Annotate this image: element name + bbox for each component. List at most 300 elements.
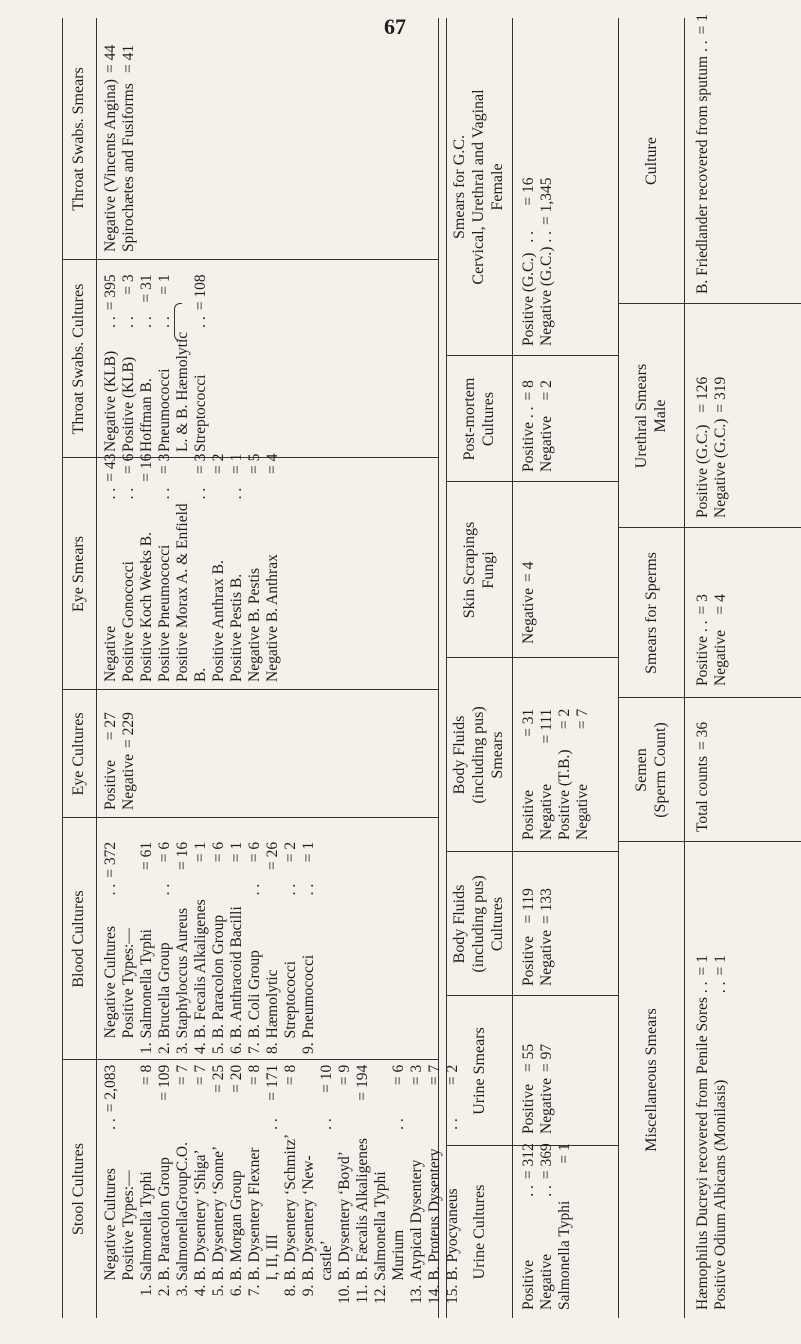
cell-dots: . . xyxy=(520,230,537,243)
cell-dots: . . xyxy=(282,883,299,896)
cell-label: B. Dysentery ‘New- xyxy=(300,1155,317,1281)
cell-label: B. Dysentery Flexner xyxy=(246,1147,263,1281)
cell-dots xyxy=(138,884,156,900)
table-row xyxy=(156,1065,174,1304)
cell-value: = 1 xyxy=(556,1143,573,1164)
cell-value: = 3 xyxy=(192,453,209,474)
table-row xyxy=(712,594,730,686)
cell-value xyxy=(174,454,192,488)
table-row xyxy=(538,888,556,986)
cell-dots xyxy=(282,1118,300,1134)
cell-label: Negative Cultures xyxy=(102,1168,119,1281)
cell-n: 10. xyxy=(336,1284,353,1304)
cell-label: B. Morgan Group xyxy=(228,1170,245,1281)
table-row xyxy=(210,1065,228,1304)
cell-label: Positive xyxy=(520,1260,537,1310)
cell-label: Negative xyxy=(538,930,555,986)
cell-n: 12. xyxy=(372,1284,389,1304)
cell-dots xyxy=(192,884,210,900)
cell-value: = 1,345 xyxy=(538,177,555,225)
table-row xyxy=(712,955,730,1310)
cell-value: = 20 xyxy=(228,1064,245,1093)
cell-label: Atypical Dysentery xyxy=(408,1159,425,1281)
cell-label: Hæmolytic xyxy=(264,969,281,1039)
urethral-smears-header xyxy=(632,304,670,528)
cell-value: = 6 xyxy=(120,453,137,474)
table-row xyxy=(138,274,156,452)
body-fluids-smears-table xyxy=(520,709,592,840)
cell-value: = 6 xyxy=(390,1064,407,1086)
culture-table xyxy=(694,14,712,294)
table-row xyxy=(520,177,538,346)
cell-n: 1. xyxy=(138,1284,155,1297)
cell-dots: . . xyxy=(156,316,173,328)
table-row xyxy=(264,842,282,1054)
cell-dots: . . xyxy=(102,487,119,500)
table-row xyxy=(102,45,120,252)
cell-value: = 6 xyxy=(156,841,173,863)
table-row xyxy=(228,842,246,1054)
cell-dots xyxy=(228,1118,246,1134)
cell-dots: . . xyxy=(300,883,317,896)
table-row xyxy=(174,1065,192,1304)
cell-label: Positive Morax A. & Enfield xyxy=(174,503,191,682)
cell-dots: . . xyxy=(264,1118,281,1130)
cell-n: 9. xyxy=(300,1284,317,1297)
table-row xyxy=(102,1065,120,1304)
cell-label: B. Dysentery ‘Boyd’ xyxy=(336,1151,353,1281)
throat-cultures-rows xyxy=(102,274,210,452)
cell-label: Negative xyxy=(102,626,119,682)
table-row xyxy=(426,1065,444,1304)
cell-value: = 1 xyxy=(156,274,173,295)
cell-value: = 16 xyxy=(520,177,537,206)
cell-label: Negative xyxy=(538,1254,555,1310)
cell-label: Negative xyxy=(712,630,729,686)
table-row xyxy=(102,842,120,1054)
stool-cultures-rows xyxy=(102,1065,462,1304)
cell-dots: . . xyxy=(156,487,173,500)
cell-n: 8. xyxy=(282,1284,299,1297)
cell-dots xyxy=(120,884,138,900)
cell-label: Salmonella Typhi xyxy=(138,1171,155,1281)
cell-value: = 119 xyxy=(520,888,537,924)
cell-value: = 2 xyxy=(282,841,299,863)
cell-n: 7. xyxy=(246,1284,263,1297)
cell-label: B. Paracolon Group xyxy=(156,1157,173,1281)
table-row xyxy=(174,454,192,682)
smears-sperms-table xyxy=(694,594,730,686)
table-row xyxy=(694,722,712,832)
cell-value: = 171 xyxy=(264,1064,281,1101)
table-row xyxy=(574,709,592,840)
cell-label: Hoffman B. xyxy=(138,378,155,452)
cell-value: = 369 xyxy=(538,1143,555,1180)
table-row xyxy=(520,888,538,986)
cell-label: Streptococci xyxy=(282,960,299,1039)
cell-n: 5. xyxy=(210,1284,227,1297)
cell-value xyxy=(372,1065,390,1119)
table-row xyxy=(390,1065,408,1304)
cell-value: = 194 xyxy=(354,1064,371,1101)
cell-value: = 31 xyxy=(520,708,537,737)
cell-label: Negative B. Anthrax xyxy=(264,554,281,682)
cell-dots xyxy=(264,488,282,504)
table-row xyxy=(408,1065,426,1304)
cell-label: SalmonellaGroupC.O. xyxy=(174,1142,191,1281)
cell-value: = 41 xyxy=(120,44,137,74)
eye-smears-header: Eye Smears xyxy=(70,536,87,612)
cell-dots: . . xyxy=(520,1185,537,1197)
cell-label: B. Proteus Dysentery xyxy=(426,1148,443,1281)
table-row xyxy=(264,1065,282,1304)
header-line: Smears xyxy=(489,731,506,779)
cell-label: Positive xyxy=(520,936,537,986)
cell-value: = 10 xyxy=(318,1064,335,1093)
cell-label: B. Dysentery ‘Schmitz’ xyxy=(282,1133,299,1281)
cell-value: = 16 xyxy=(174,841,191,870)
table-row xyxy=(138,842,156,1054)
cell-value: = 1 xyxy=(694,955,711,976)
page-number: 67 xyxy=(384,14,406,39)
table-row xyxy=(694,594,712,686)
table-row xyxy=(156,274,174,452)
cell-value: = 25 xyxy=(210,1064,227,1093)
cell-value: = 229 xyxy=(120,712,137,749)
table-row xyxy=(156,454,174,682)
table-row xyxy=(694,377,712,518)
cell-value: = 2,083 xyxy=(102,1064,119,1113)
cell-dots: . . xyxy=(192,487,209,500)
table-row xyxy=(192,454,210,682)
blood-cultures-table xyxy=(102,842,318,1054)
cell-dots xyxy=(192,1118,210,1134)
cell-dots xyxy=(174,1118,192,1134)
table-row xyxy=(538,1143,556,1310)
cell-dots: . . xyxy=(246,883,263,896)
table-row xyxy=(246,454,264,682)
header-line: Skin Scrapings xyxy=(461,521,478,619)
cell-label: Positive Gonococci xyxy=(120,561,137,682)
cell-value: = 2 xyxy=(556,708,573,730)
cell-dots xyxy=(156,1118,174,1134)
table-row xyxy=(538,380,556,472)
header-line: Smears for G.C. xyxy=(451,135,468,239)
panel-top-rule xyxy=(62,18,63,1318)
cell-value: = 2 xyxy=(210,453,227,474)
cell-label: Positive Anthrax B. xyxy=(210,560,227,682)
cell-label: Positive (T.B.) xyxy=(556,749,573,840)
eye-cultures-header: Eye Cultures xyxy=(70,712,87,796)
table-row xyxy=(228,454,246,682)
cell-label: Negative xyxy=(538,784,555,840)
cell-value: = 2 xyxy=(538,380,555,401)
cell-dots xyxy=(372,1118,390,1134)
cell-label: Positive Odium Albicans (Monilasis) xyxy=(712,1079,729,1310)
right-panel xyxy=(446,13,801,1318)
cell-n: 7. xyxy=(246,1042,263,1054)
table-row xyxy=(318,1065,336,1304)
cell-n xyxy=(102,1038,120,1054)
cell-label: B. Fæcalis Alkaligenes xyxy=(354,1138,371,1281)
cell-label: Staphyloccus Aureus xyxy=(174,907,191,1039)
throat-smears-header: Throat Swabs. Smears xyxy=(70,67,87,211)
table-row xyxy=(694,955,712,1310)
cell-value: = 111 xyxy=(538,708,555,744)
cell-label: Negative Cultures xyxy=(102,926,119,1039)
table-row xyxy=(102,274,120,452)
urine-cultures-table xyxy=(520,1143,574,1310)
cell-n xyxy=(264,1281,282,1304)
cell-value: = 8 xyxy=(520,380,537,401)
cell-n: 2. xyxy=(156,1042,173,1054)
cell-value: = 43 xyxy=(102,453,119,482)
header-line: Semen xyxy=(633,748,650,792)
cell-dots xyxy=(138,488,156,504)
cell-dots: . . xyxy=(102,1118,119,1130)
cell-value: = 16 xyxy=(138,453,155,482)
cell-label: B. Friedlander recovered from sputum xyxy=(694,55,711,294)
cell-value: = 61 xyxy=(138,841,155,870)
cell-label: B. Dysentery ‘Sonne’ xyxy=(210,1145,227,1281)
table-row xyxy=(228,1065,246,1304)
cell-dots xyxy=(174,884,192,900)
cell-dots xyxy=(426,1118,444,1134)
cell-label: Negative (Vincents Angina) xyxy=(102,79,119,252)
header-line: (including pus) xyxy=(470,875,487,973)
cell-value: = 7 xyxy=(192,1064,209,1086)
cell-dots: . . xyxy=(120,316,137,328)
cell-dots xyxy=(210,488,228,504)
cell-label: Positive (KLB) xyxy=(120,356,137,452)
cell-value: = 8 xyxy=(246,1064,263,1086)
cell-label: Negative (KLB) xyxy=(102,350,119,452)
cell-value: = 1 xyxy=(228,841,245,863)
cell-label: Negative xyxy=(120,754,137,810)
header-line: (Sperm Count) xyxy=(652,722,669,818)
cell-value: = 9 xyxy=(336,1064,353,1086)
cell-label: B. Anthracoid Bacilli xyxy=(228,906,245,1039)
table-row xyxy=(538,177,556,346)
table-row xyxy=(120,274,138,452)
cell-n: 11. xyxy=(354,1284,371,1304)
cell-label: Positive (G.C.) xyxy=(520,252,537,346)
cell-value: = 133 xyxy=(538,888,555,925)
cell-dots: . . xyxy=(102,316,119,328)
cell-value: = 319 xyxy=(712,376,729,413)
eye-smears-rows xyxy=(102,454,282,682)
cell-value: = 7 xyxy=(174,1064,191,1086)
table-row xyxy=(300,842,318,1054)
body-fluids-cultures-table xyxy=(520,888,556,986)
smears-sperms-header: Smears for Sperms xyxy=(643,552,660,674)
cell-value: = 7 xyxy=(574,708,591,730)
table-row xyxy=(264,454,282,682)
table-row xyxy=(102,712,120,810)
cell-dots: . . xyxy=(538,1185,555,1197)
skin-scrapings-header xyxy=(460,482,498,658)
cell-label: Hæmophilus Ducreyi recovered from Penile Sores xyxy=(694,997,711,1310)
throat-smears-table xyxy=(102,45,138,252)
cell-value: = 4 xyxy=(264,453,281,474)
cell-dots: . . xyxy=(390,1118,407,1130)
table-row xyxy=(246,1065,264,1304)
cell-dots xyxy=(556,1185,574,1201)
cell-label: Pneumococci xyxy=(156,368,173,452)
cell-label: Positive Types:— xyxy=(120,928,137,1039)
cell-n: 4. xyxy=(192,1042,209,1054)
cell-dots: . . xyxy=(120,487,137,500)
table-row xyxy=(538,1044,556,1134)
stool-cultures-table xyxy=(102,1065,462,1304)
table-row xyxy=(520,1143,538,1310)
cell-value xyxy=(120,842,138,884)
cell-value: = 55 xyxy=(520,1043,537,1073)
header-line: Body Fluids xyxy=(451,715,468,795)
cell-n xyxy=(282,1038,300,1054)
table-row xyxy=(282,842,300,1054)
cell-label: Positive Types:— xyxy=(120,1170,137,1281)
cell-n: 6. xyxy=(228,1284,245,1297)
cell-label: Negative xyxy=(520,588,537,644)
table-row xyxy=(336,1065,354,1304)
urine-smears-table xyxy=(520,1044,556,1134)
cell-dots: . . xyxy=(318,1118,335,1130)
cell-value: = 1 xyxy=(300,841,317,863)
cell-label: Negative (G.C.) xyxy=(538,246,555,346)
throat-cultures-table xyxy=(102,274,210,452)
table-row xyxy=(282,1065,300,1304)
post-mortem-table xyxy=(520,380,556,472)
cell-value: = 2 xyxy=(444,1064,461,1086)
eye-cultures-rows xyxy=(102,712,138,810)
table-row xyxy=(556,709,574,840)
cell-n: 2. xyxy=(156,1284,173,1297)
urethral-smears-table xyxy=(694,377,730,518)
stool-cultures-header: Stool Cultures xyxy=(70,1143,87,1236)
cell-value: = 6 xyxy=(210,841,227,863)
cell-n xyxy=(120,1281,138,1304)
cell-value: = 1 xyxy=(192,841,209,863)
header-line: Cultures xyxy=(480,391,497,447)
table-row xyxy=(156,842,174,1054)
cell-value: = 3 xyxy=(120,274,137,295)
urine-cultures-header: Urine Cultures xyxy=(471,1184,488,1280)
cell-label: Negative (G.C.) xyxy=(712,418,729,518)
header-line: Fungi xyxy=(480,551,497,589)
cell-dots: . . xyxy=(712,981,729,994)
cell-label: L. & B. Hæmolytic xyxy=(174,331,191,452)
table-row xyxy=(246,842,264,1054)
table-row xyxy=(120,45,138,252)
table-row xyxy=(694,14,712,294)
cell-label: Murium xyxy=(390,1229,407,1281)
right-middle-rule xyxy=(618,18,619,1318)
cell-label: Streptococci xyxy=(192,374,209,452)
cell-label: Salmonella Typhi xyxy=(556,1200,573,1310)
cell-n: 13. xyxy=(408,1284,425,1304)
cell-value xyxy=(120,1065,138,1119)
cell-value: = 3 xyxy=(156,453,173,474)
table-row xyxy=(192,1065,210,1304)
table-row xyxy=(372,1065,390,1304)
cell-dots xyxy=(354,1118,372,1134)
cell-n: 1. xyxy=(138,1042,155,1054)
cell-dots xyxy=(138,1118,156,1134)
cell-label: Negative xyxy=(574,784,591,840)
cell-value: = 97 xyxy=(538,1043,555,1073)
table-row xyxy=(102,454,120,682)
table-row xyxy=(192,274,210,452)
cell-label: I, II, III xyxy=(264,1234,281,1281)
header-rule xyxy=(96,18,97,1318)
post-mortem-header xyxy=(460,356,498,482)
cell-dots: . . xyxy=(156,883,173,896)
cell-label: Negative B. Pestis xyxy=(246,567,263,682)
haemolytic-bracket xyxy=(174,303,182,341)
table-row xyxy=(210,454,228,682)
cell-value: = 5 xyxy=(246,453,263,474)
cell-value: = 7 xyxy=(426,1064,443,1086)
cell-value: = 31 xyxy=(138,274,155,303)
cell-value: = 8 xyxy=(138,1064,155,1086)
header-line: Cultures xyxy=(489,896,506,952)
table-row xyxy=(556,1143,574,1310)
cell-value: = 312 xyxy=(520,1143,537,1180)
cell-value xyxy=(300,1065,318,1119)
cell-value: = 108 xyxy=(192,274,209,311)
cell-label: Spirochætes and Fusiforms xyxy=(120,83,137,252)
header-line: Post-mortem xyxy=(461,377,478,461)
blood-cultures-rows xyxy=(102,842,318,1054)
throat-smears-rows xyxy=(102,45,138,252)
cell-value: = 8 xyxy=(282,1064,299,1086)
cell-label: Negative xyxy=(538,1078,555,1134)
cell-n: 5. xyxy=(210,1042,227,1054)
cell-n: 4. xyxy=(192,1284,209,1297)
cell-value: = 372 xyxy=(102,841,119,878)
cell-label: Positive . . xyxy=(520,406,537,472)
table-row xyxy=(120,842,138,1054)
table-row xyxy=(120,712,138,810)
cell-label: B. xyxy=(192,667,209,682)
eye-cultures-table xyxy=(102,712,138,810)
cell-label: B. Paracolon Group xyxy=(210,914,227,1039)
cell-value: = 126 xyxy=(694,376,711,413)
body-fluids-cultures-header xyxy=(450,852,507,996)
cell-value: = 26 xyxy=(264,841,281,870)
cell-label: B. Coli Group xyxy=(246,950,263,1039)
cell-n xyxy=(318,1281,336,1304)
cell-dots xyxy=(264,884,282,900)
throat-cultures-header: Throat Swabs. Cultures xyxy=(70,283,87,435)
cell-value: = 3 xyxy=(408,1064,425,1086)
cell-dots: . . xyxy=(694,40,711,52)
cell-n xyxy=(102,1281,120,1304)
blood-cultures-header: Blood Cultures xyxy=(70,890,87,988)
cell-dots xyxy=(174,488,192,504)
cell-n xyxy=(390,1281,408,1304)
header-line: Body Fluids xyxy=(451,884,468,964)
header-line: Urethral Smears xyxy=(633,363,650,469)
table-row xyxy=(174,274,192,452)
cell-dots xyxy=(120,1118,138,1134)
cell-n: 8. xyxy=(264,1042,281,1054)
table-row xyxy=(520,709,538,840)
cell-value: = 1 xyxy=(694,13,711,35)
smears-gc-table xyxy=(520,177,556,346)
smears-gc-header xyxy=(450,18,507,356)
